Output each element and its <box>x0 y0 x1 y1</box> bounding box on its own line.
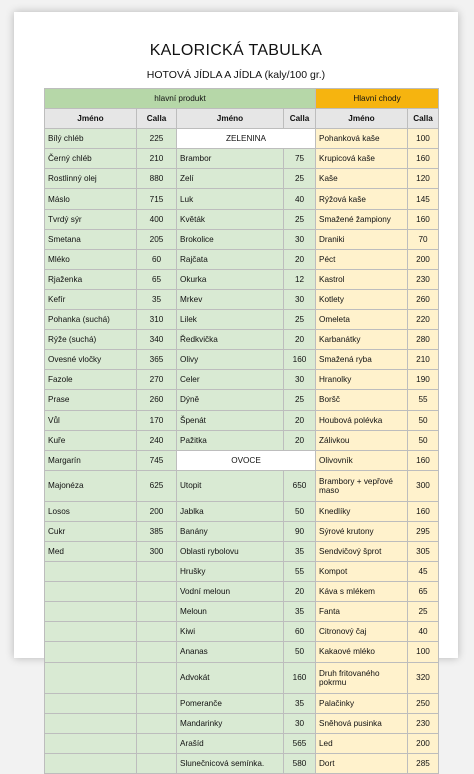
table-row <box>45 602 439 622</box>
cell-name: Led <box>316 733 408 753</box>
cell-name: Vůl <box>45 410 137 430</box>
section-label: OVOCE <box>177 450 316 470</box>
cell-name: Brambory + vepřové maso <box>316 470 408 501</box>
cell-cal: 30 <box>284 713 316 733</box>
cell-name: Mrkev <box>177 289 284 309</box>
cell-cal <box>137 753 177 773</box>
cell-cal: 35 <box>284 602 316 622</box>
group-header-row <box>45 89 439 109</box>
cell-cal <box>137 642 177 662</box>
cell-cal: 25 <box>408 602 439 622</box>
table-row <box>45 330 439 350</box>
col-header-cal: Calla <box>408 109 439 129</box>
table-row <box>45 753 439 773</box>
cell-name: Rýže (suchá) <box>45 330 137 350</box>
cell-name: Špenát <box>177 410 284 430</box>
cell-cal: 160 <box>284 350 316 370</box>
table-row <box>45 430 439 450</box>
cell-name: Pomeranče <box>177 693 284 713</box>
cell-name: Fanta <box>316 602 408 622</box>
table-row <box>45 541 439 561</box>
cell-name: Arašíd <box>177 733 284 753</box>
cell-name: Kaše <box>316 169 408 189</box>
cell-cal: 715 <box>137 189 177 209</box>
table-row <box>45 209 439 229</box>
cell-cal: 880 <box>137 169 177 189</box>
cell-name: Luk <box>177 189 284 209</box>
table-row <box>45 189 439 209</box>
col-header-cal: Calla <box>137 109 177 129</box>
cell-name: Bílý chléb <box>45 129 137 149</box>
cell-cal: 20 <box>284 249 316 269</box>
cell-name: Omeleta <box>316 310 408 330</box>
cell-cal: 40 <box>284 189 316 209</box>
cell-name: Káva s mlékem <box>316 582 408 602</box>
cell-name: Houbová polévka <box>316 410 408 430</box>
cell-cal: 260 <box>137 390 177 410</box>
column-header-row <box>45 109 439 129</box>
cell-name: Ananas <box>177 642 284 662</box>
cell-name <box>45 562 137 582</box>
cell-cal <box>137 733 177 753</box>
cell-cal: 35 <box>284 541 316 561</box>
cell-name: Kastrol <box>316 269 408 289</box>
cell-name: Rajčata <box>177 249 284 269</box>
cell-cal: 285 <box>408 753 439 773</box>
cell-cal: 240 <box>137 430 177 450</box>
cell-cal: 220 <box>408 310 439 330</box>
cell-name: Smažená ryba <box>316 350 408 370</box>
cell-name: Olivovník <box>316 450 408 470</box>
cell-name: Kakaové mléko <box>316 642 408 662</box>
cell-name: Mandarinky <box>177 713 284 733</box>
cell-name: Sýrové krutony <box>316 521 408 541</box>
cell-cal: 385 <box>137 521 177 541</box>
col-header-name: Jméno <box>316 109 408 129</box>
cell-cal: 25 <box>284 169 316 189</box>
table-row <box>45 410 439 430</box>
cell-cal <box>137 713 177 733</box>
cell-name: Lilek <box>177 310 284 330</box>
cell-cal: 75 <box>284 149 316 169</box>
cell-name <box>45 713 137 733</box>
cell-cal: 50 <box>284 642 316 662</box>
table-row <box>45 662 439 693</box>
cell-name: Druh fritovaného pokrmu <box>316 662 408 693</box>
cell-name <box>45 642 137 662</box>
cell-cal: 225 <box>137 129 177 149</box>
table-row <box>45 149 439 169</box>
cell-cal: 230 <box>408 713 439 733</box>
cell-name: Zálivkou <box>316 430 408 450</box>
cell-name <box>45 582 137 602</box>
cell-cal: 205 <box>137 229 177 249</box>
table-row <box>45 289 439 309</box>
cell-cal: 100 <box>408 642 439 662</box>
cell-name: Majonéza <box>45 470 137 501</box>
cell-cal: 145 <box>408 189 439 209</box>
cell-cal: 280 <box>408 330 439 350</box>
table-row <box>45 642 439 662</box>
cell-cal: 270 <box>137 370 177 390</box>
group-main-product: hlavní produkt <box>45 89 316 109</box>
cell-name: Pohanková kaše <box>316 129 408 149</box>
cell-name: Slunečnicová semínka. <box>177 753 284 773</box>
cell-name: Černý chléb <box>45 149 137 169</box>
cell-cal: 310 <box>137 310 177 330</box>
table-row <box>45 733 439 753</box>
cell-cal: 200 <box>137 501 177 521</box>
cell-name: Smetana <box>45 229 137 249</box>
cell-name: Pažitka <box>177 430 284 450</box>
cell-name: Ovesné vločky <box>45 350 137 370</box>
table-row <box>45 350 439 370</box>
cell-name <box>45 622 137 642</box>
cell-name: Oblasti rybolovu <box>177 541 284 561</box>
page-title: KALORICKÁ TABULKA <box>149 42 323 59</box>
table-row <box>45 582 439 602</box>
cell-cal: 35 <box>137 289 177 309</box>
cell-name: Jablka <box>177 501 284 521</box>
cell-cal: 295 <box>408 521 439 541</box>
table-row <box>45 521 439 541</box>
cell-cal: 55 <box>284 562 316 582</box>
table-row <box>45 269 439 289</box>
cell-cal: 320 <box>408 662 439 693</box>
cell-cal: 120 <box>408 169 439 189</box>
cell-name: Fazole <box>45 370 137 390</box>
cell-name: Tvrdý sýr <box>45 209 137 229</box>
cell-cal: 565 <box>284 733 316 753</box>
cell-cal: 70 <box>408 229 439 249</box>
cell-name <box>45 662 137 693</box>
cell-name: Advokát <box>177 662 284 693</box>
cell-cal: 160 <box>408 450 439 470</box>
cell-cal: 340 <box>137 330 177 350</box>
cell-name: Krupicová kaše <box>316 149 408 169</box>
cell-cal: 160 <box>408 209 439 229</box>
cell-name: Mléko <box>45 249 137 269</box>
table-row <box>45 501 439 521</box>
cell-cal <box>137 693 177 713</box>
cell-cal: 300 <box>408 470 439 501</box>
cell-name <box>45 602 137 622</box>
cell-cal: 210 <box>137 149 177 169</box>
table-row <box>45 713 439 733</box>
cell-name: Kompot <box>316 562 408 582</box>
table-row <box>45 562 439 582</box>
group-main-dishes: Hlavní chody <box>316 89 439 109</box>
cell-cal: 160 <box>408 149 439 169</box>
cell-cal <box>137 602 177 622</box>
cell-cal: 50 <box>408 430 439 450</box>
cell-cal: 25 <box>284 310 316 330</box>
cell-name: Boršč <box>316 390 408 410</box>
cell-cal: 90 <box>284 521 316 541</box>
cell-name: Smažené žampiony <box>316 209 408 229</box>
cell-cal: 365 <box>137 350 177 370</box>
cell-name: Celer <box>177 370 284 390</box>
cell-name: Karbanátky <box>316 330 408 350</box>
cell-cal: 230 <box>408 269 439 289</box>
document-page <box>14 12 458 768</box>
cell-name <box>45 733 137 753</box>
cell-name: Med <box>45 541 137 561</box>
cell-name: Zelí <box>177 169 284 189</box>
table-row <box>45 370 439 390</box>
cell-cal: 210 <box>408 350 439 370</box>
cell-name: Hranolky <box>316 370 408 390</box>
cell-name: Cukr <box>45 521 137 541</box>
cell-name: Kiwi <box>177 622 284 642</box>
table-row <box>45 229 439 249</box>
cell-cal: 25 <box>284 209 316 229</box>
cell-cal: 50 <box>408 410 439 430</box>
table-row <box>45 693 439 713</box>
cell-name: Pohanka (suchá) <box>45 310 137 330</box>
cell-name: Prase <box>45 390 137 410</box>
col-header-cal: Calla <box>284 109 316 129</box>
cell-name: Hrušky <box>177 562 284 582</box>
cell-name: Sendvičový šprot <box>316 541 408 561</box>
cell-cal: 400 <box>137 209 177 229</box>
table-row <box>45 129 439 149</box>
cell-cal: 20 <box>284 330 316 350</box>
cell-name: Kefír <box>45 289 137 309</box>
cell-name: Sněhová pusinka <box>316 713 408 733</box>
cell-cal: 45 <box>408 562 439 582</box>
cell-cal: 160 <box>284 662 316 693</box>
cell-name: Dýně <box>177 390 284 410</box>
cell-cal <box>137 562 177 582</box>
cell-cal: 40 <box>408 622 439 642</box>
cell-name: Okurka <box>177 269 284 289</box>
cell-name: Losos <box>45 501 137 521</box>
cell-cal: 50 <box>284 501 316 521</box>
table-row <box>45 249 439 269</box>
cell-cal: 100 <box>408 129 439 149</box>
cell-name: Kuře <box>45 430 137 450</box>
cell-name: Rostlinný olej <box>45 169 137 189</box>
cell-name: Margarín <box>45 450 137 470</box>
cell-cal: 20 <box>284 410 316 430</box>
cell-cal: 65 <box>137 269 177 289</box>
cell-cal: 65 <box>408 582 439 602</box>
table-row <box>45 169 439 189</box>
cell-name: Utopit <box>177 470 284 501</box>
table-row <box>45 450 439 470</box>
cell-name: Péct <box>316 249 408 269</box>
calorie-table <box>44 88 439 774</box>
cell-name: Brokolice <box>177 229 284 249</box>
table-row <box>45 310 439 330</box>
table-row <box>45 390 439 410</box>
cell-name: Brambor <box>177 149 284 169</box>
cell-name <box>45 693 137 713</box>
cell-cal: 170 <box>137 410 177 430</box>
cell-name: Ředkvička <box>177 330 284 350</box>
cell-cal: 25 <box>284 390 316 410</box>
cell-cal: 30 <box>284 229 316 249</box>
cell-cal: 745 <box>137 450 177 470</box>
cell-cal <box>137 662 177 693</box>
cell-cal: 305 <box>408 541 439 561</box>
cell-cal: 12 <box>284 269 316 289</box>
page-subtitle: HOTOVÁ JÍDLA A JÍDLA (kaly/100 gr.) <box>146 69 326 81</box>
cell-cal <box>137 622 177 642</box>
cell-cal: 250 <box>408 693 439 713</box>
cell-cal: 30 <box>284 289 316 309</box>
cell-cal <box>137 582 177 602</box>
table-row <box>45 622 439 642</box>
cell-name: Rýžová kaše <box>316 189 408 209</box>
cell-name: Meloun <box>177 602 284 622</box>
col-header-name: Jméno <box>45 109 137 129</box>
cell-name: Banány <box>177 521 284 541</box>
cell-cal: 55 <box>408 390 439 410</box>
cell-cal: 625 <box>137 470 177 501</box>
cell-name <box>45 753 137 773</box>
cell-cal: 60 <box>137 249 177 269</box>
cell-cal: 200 <box>408 733 439 753</box>
cell-name: Dort <box>316 753 408 773</box>
cell-cal: 20 <box>284 430 316 450</box>
cell-name: Knedlíky <box>316 501 408 521</box>
cell-cal: 35 <box>284 693 316 713</box>
cell-name: Vodní meloun <box>177 582 284 602</box>
cell-cal: 650 <box>284 470 316 501</box>
cell-cal: 60 <box>284 622 316 642</box>
table-row <box>45 470 439 501</box>
cell-cal: 190 <box>408 370 439 390</box>
cell-cal: 300 <box>137 541 177 561</box>
cell-name: Citronový čaj <box>316 622 408 642</box>
cell-cal: 580 <box>284 753 316 773</box>
cell-name: Květák <box>177 209 284 229</box>
col-header-name: Jméno <box>177 109 284 129</box>
cell-cal: 200 <box>408 249 439 269</box>
cell-name: Rjaženka <box>45 269 137 289</box>
cell-name: Olivy <box>177 350 284 370</box>
cell-name: Draniki <box>316 229 408 249</box>
cell-cal: 30 <box>284 370 316 390</box>
cell-name: Kotlety <box>316 289 408 309</box>
cell-cal: 160 <box>408 501 439 521</box>
cell-name: Palačinky <box>316 693 408 713</box>
section-label: ZELENINA <box>177 129 316 149</box>
cell-cal: 20 <box>284 582 316 602</box>
cell-cal: 260 <box>408 289 439 309</box>
cell-name: Máslo <box>45 189 137 209</box>
